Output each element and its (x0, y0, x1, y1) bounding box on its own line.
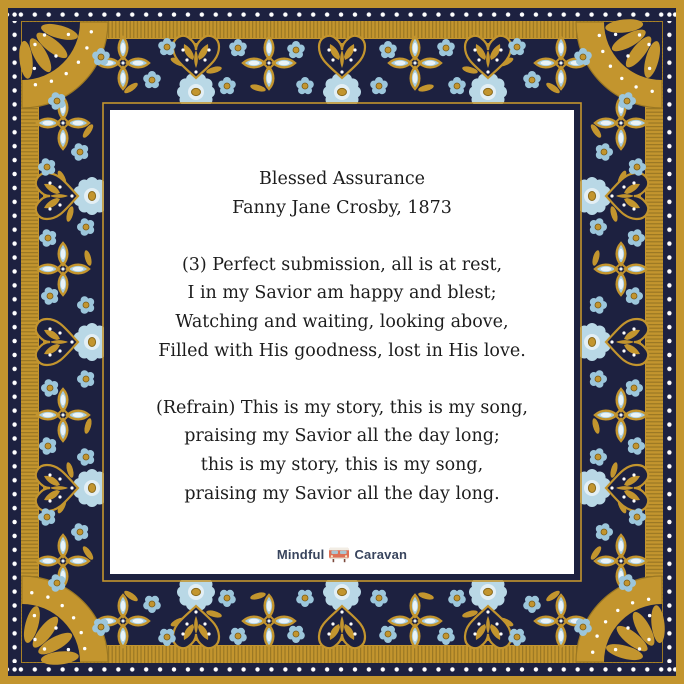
refrain-line: (Refrain) This is my story, this is my song, (156, 397, 528, 418)
verse-line: Filled with His goodness, lost in His love. (158, 340, 526, 361)
caravan-van-icon (328, 545, 350, 563)
refrain-line: praising my Savior all the day long; (184, 426, 500, 447)
hymn-title: Blessed Assurance (259, 169, 425, 189)
lyric-panel (110, 110, 574, 574)
refrain-line: this is my story, this is my song, (200, 454, 484, 475)
verse-stanza (110, 251, 574, 365)
refrain-line: praising my Savior all the day long. (184, 483, 500, 504)
verse-line: Watching and waiting, looking above, (175, 311, 509, 332)
brand-logo (110, 545, 574, 563)
refrain-stanza (110, 394, 574, 508)
brand-word-right: Caravan (354, 546, 408, 562)
verse-line: I in my Savior am happy and blest; (187, 283, 497, 304)
brand-word-left: Mindful (276, 546, 325, 562)
hymn-author: Fanny Jane Crosby, 1873 (232, 197, 452, 218)
verse-line: (3) Perfect submission, all is at rest, (181, 254, 503, 275)
